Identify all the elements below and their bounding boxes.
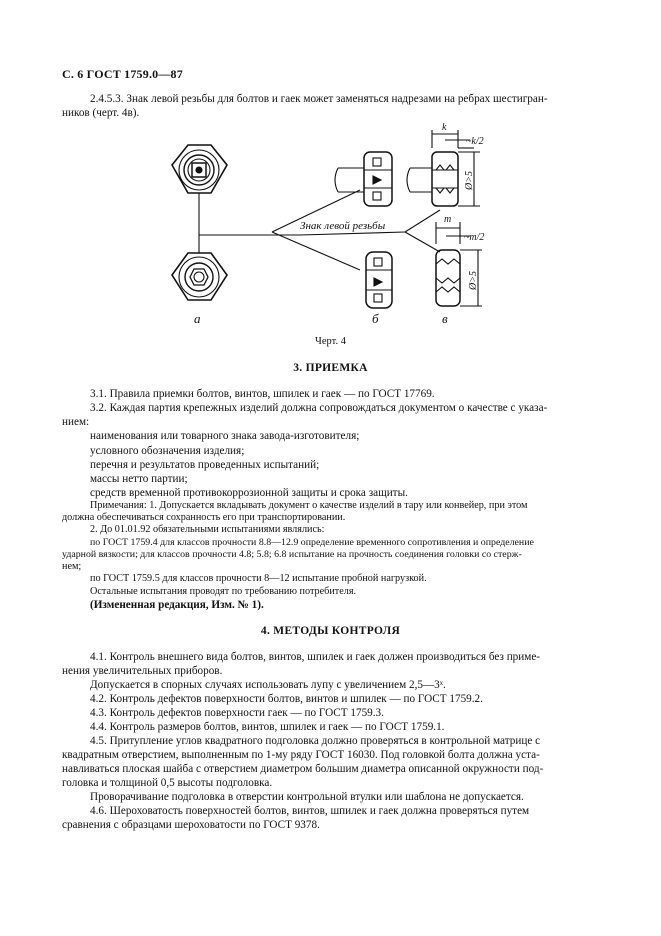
para-45b: Проворачивание подголовка в отверстии контрольной втулки или шаблона не допускается.	[90, 791, 524, 803]
dim-k-half: ~k/2	[466, 136, 484, 147]
note-2a-line1: по ГОСТ 1759.4 для классов прочности 8.8—12.9 определение временного сопротивления и определение	[90, 537, 534, 548]
para-41-line2: нения увеличительных приборов.	[62, 665, 223, 677]
para-46-line2: сравнения с образцами шероховатости по ГОСТ 9378.	[62, 819, 320, 831]
list-item: наименования или товарного знака завода-изготовителя;	[90, 430, 360, 442]
fig-b-bottom-nut	[366, 252, 392, 308]
fig-label-v: в	[442, 311, 448, 326]
para-32-line1: 3.2. Каждая партия крепежных изделий должна сопровождаться документом о качестве с указа-	[90, 402, 548, 414]
section-4-title: 4. МЕТОДЫ КОНТРОЛЯ	[260, 625, 401, 637]
note-2b: по ГОСТ 1759.5 для классов прочности 8—12 испытание пробной нагрузкой.	[90, 573, 427, 584]
list-item: средств временной противокоррозионной защиты и срока защиты.	[90, 487, 408, 499]
page-header: С. 6 ГОСТ 1759.0—87	[62, 67, 183, 81]
para-32-line2: нием:	[62, 416, 90, 428]
dim-k: k	[442, 122, 447, 133]
para-43: 4.3. Контроль дефектов поверхности гаек — по ГОСТ 1759.3.	[90, 707, 384, 719]
para-41-line1: 4.1. Контроль внешнего вида болтов, винтов, шпилек и гаек должен производиться без приме-	[90, 651, 541, 663]
note-2c: Остальные испытания проводят по требованию потребителя.	[90, 586, 357, 597]
para-45-line1: 4.5. Притупление углов квадратного подголовка должно проверяться в контрольной матрице с	[90, 735, 541, 747]
para-45-line4: головка и толщиной 0,5 высоты подголовка.	[62, 777, 273, 789]
note-1-line1: Примечания: 1. Допускается вкладывать документ о качестве изделий в тару или конвейер, при этом	[90, 500, 528, 511]
para-2453-line2: ников (черт. 4в).	[62, 107, 140, 119]
fig-label-a: а	[194, 311, 201, 326]
dim-m-half: ~m/2	[464, 232, 485, 243]
para-46-line1: 4.6. Шероховатость поверхностей болтов, винтов, шпилек и гаек должна проверяться путем	[90, 805, 530, 817]
fig-a-bottom-hex	[172, 253, 227, 300]
para-44: 4.4. Контроль размеров болтов, винтов, шпилек и гаек — по ГОСТ 1759.1.	[90, 721, 445, 733]
para-45-line3: навливаться плоская шайба с отверстием диаметром большим диаметра описанной окружности под-	[62, 763, 544, 775]
note-2a-line3: нем;	[62, 561, 82, 572]
figure-caption: Черт. 4	[315, 336, 346, 347]
note-2a-line2: ударной вязкости; для классов прочности 4.8; 5.8; 6.8 испытание на прочность соединения головки со стерж-	[62, 549, 522, 560]
note-1-line2: должна обеспечиваться сохранность его при транспортировании.	[62, 512, 346, 523]
list-item: массы нетто партии;	[90, 473, 188, 485]
note-2: 2. До 01.01.92 обязательными испытаниями являлись:	[90, 524, 325, 535]
figure-4	[0, 118, 661, 333]
para-2453-line1: 2.4.5.3. Знак левой резьбы для болтов и гаек может заменяться надрезами на ребрах шестигран-	[90, 93, 548, 105]
dim-d1: Ø>5	[464, 171, 475, 190]
para-42: 4.2. Контроль дефектов поверхности болтов, винтов и шпилек — по ГОСТ 1759.2.	[90, 693, 483, 705]
para-45-line2: квадратным отверстием, выполненным по 1-му ряду ГОСТ 16030. Под головкой болта должна уста-	[62, 749, 540, 761]
leader-label: Знак левой резьбы	[300, 220, 386, 232]
fig-a-top-hex	[172, 145, 227, 193]
dim-m: m	[444, 214, 452, 225]
change-note: (Измененная редакция, Изм. № 1).	[90, 599, 264, 611]
para-41b: Допускается в спорных случаях использовать лупу с увеличением 2,5—3ˣ.	[90, 679, 446, 691]
list-item: условного обозначения изделия;	[90, 445, 245, 457]
section-3-title: 3. ПРИЕМКА	[293, 362, 368, 374]
list-item: перечня и результатов проведенных испытаний;	[90, 459, 320, 471]
dim-d2: Ø>5	[468, 271, 479, 290]
para-31: 3.1. Правила приемки болтов, винтов, шпилек и гаек — по ГОСТ 17769.	[90, 388, 435, 400]
fig-label-b: б	[372, 311, 379, 326]
